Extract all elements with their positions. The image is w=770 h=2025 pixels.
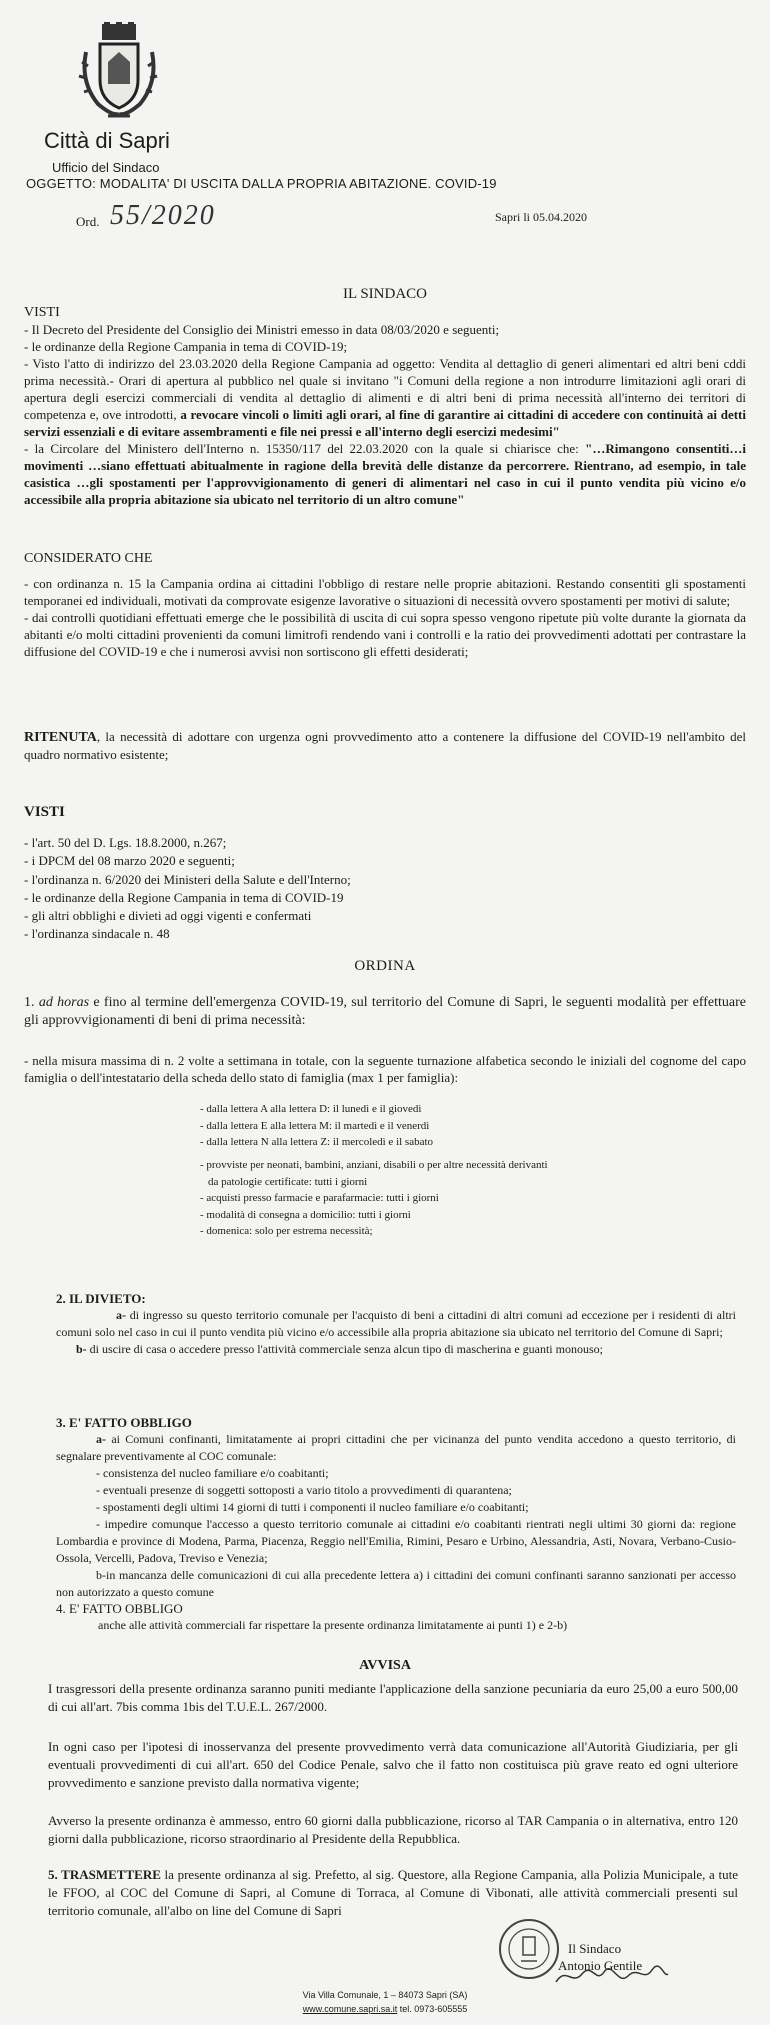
provision-item: - provviste per neonati, bambini, anziani, disabili o per altre necessità derivanti: [200, 1159, 548, 1171]
obbligo-item: - consistenza del nucleo familiare e/o coabitanti;: [96, 1466, 329, 1480]
schedule-list: [200, 1101, 433, 1151]
visti2-item: - l'art. 50 del D. Lgs. 18.8.2000, n.267;: [24, 835, 227, 850]
footer-phone: tel. 0973-605555: [399, 2004, 468, 2014]
footer-website-link[interactable]: www.comune.sapri.sa.it: [302, 2004, 398, 2014]
handwritten-signature: [552, 1960, 672, 1990]
provision-item: da patologie certificate: tutti i giorni: [208, 1175, 368, 1188]
signature-role: Il Sindaco: [568, 1941, 622, 1956]
schedule-item: - dalla lettera E alla lettera M: il martedì e il venerdì: [200, 1119, 430, 1132]
visti-item: - la Circolare del Ministero dell'Interno n. 15350/117 del 22.03.2020 con la quale si chiarisce che: "…Rimangono consentiti…i movimenti …siano effettuati abitualmente in ragione della brevità delle distanze da percorrere. Rientrano, ad esempio, in tale casistica …gli spostamenti per l'approvvigionamento di generi di alimentari nel caso in cui il punto vendita più vicino e/o accessibile alla propria abitazione sia ubicato nel territorio di un altro comune": [24, 441, 747, 507]
obbligo4-text: anche alle attività commerciali far rispettare la presente ordinanza limitatamente ai punti 1) e 2-b): [98, 1618, 568, 1632]
obbligo-label: 3. E' FATTO OBBLIGO: [56, 1415, 192, 1430]
divieto-b: b- di uscire di casa o accedere presso l'attività commerciale senza alcun tipo di mascherina e guanti monouso;: [76, 1342, 603, 1356]
section-title-ordina: ORDINA: [354, 958, 416, 974]
signature-name: Antonio Gentile: [558, 1958, 643, 1973]
divieto-a: a- di ingresso su questo territorio comunale per l'acquisto di beni a cittadini di altri comuni ad eccezione per i residenti di altri comuni solo nel caso in cui il punto vendita più vicino e/o accessibile alla propria abitazione sia ubicato nel territorio del Comune di Sapri;: [56, 1308, 737, 1339]
visti-item: - Visto l'atto di indirizzo del 23.03.2020 della Regione Campania ad oggetto: Vendita al dettaglio di generi alimentari ed altri beni cddi prima necessità.- Orari di apertura al pubblico nel quale si invitano "i Comuni della regione a non introdurre limitazioni agli orari di apertura degli esercizi commerciali di vendita al dettaglio di alimenti e di altri beni di prima necessità all'interno dei territori di competenza e, ove introdotti, a revocare vincoli o limiti agli orari, al fine di garantire ai cittadini di accedere con continuità ai detti servizi essenziali e di evitare assembramenti e file nei pressi e all'interno degli esercizi medesimi": [24, 356, 746, 439]
visti2-item: - le ordinanze della Regione Campania in tema di COVID-19: [24, 889, 344, 905]
considerato-section: [24, 550, 746, 660]
provision-item: - acquisti presso farmacie e parafarmacie: tutti i giorni: [200, 1192, 439, 1204]
visti2-item: - i DPCM del 08 marzo 2020 e seguenti;: [24, 853, 235, 869]
office-name: Ufficio del Sindaco: [52, 160, 160, 175]
obbligo-a: a- ai Comuni confinanti, limitatamente ai propri cittadini che per vicinanza del punto vendita accedono a questo territorio, di segnalare preventivamente al COC comunale:: [56, 1432, 736, 1463]
obbligo4-section: [56, 1600, 736, 1634]
ordinance-label: Ord.: [76, 214, 100, 229]
considerato-label: CONSIDERATO CHE: [24, 551, 153, 566]
section-title-sindaco: IL SINDACO: [342, 286, 428, 302]
visti2-label: VISTI: [24, 804, 65, 820]
visti-item: - Il Decreto del Presidente del Consiglio dei Ministri emesso in data 08/03/2020 e seguenti;: [24, 322, 500, 337]
section-title-avvisa: AVVISA: [359, 1658, 411, 1673]
trasmettere-label: 5. TRASMETTERE: [48, 1867, 161, 1882]
trasmettere-section: [48, 1866, 738, 1920]
provision-item: - domenica: solo per estrema necessità;: [200, 1225, 373, 1237]
provision-item: - modalità di consegna a domicilio: tutti i giorni: [200, 1208, 411, 1221]
avvisa-paragraph: Avverso la presente ordinanza è ammesso, entro 60 giorni dalla pubblicazione, ricorso al TAR Campania o in alternativa, entro 120 giorni dalla pubblicazione, ricorso straordinario al Presidente della Repubblica.: [48, 1813, 738, 1846]
visti2-item: - l'ordinanza n. 6/2020 dei Ministeri della Salute e dell'Interno;: [24, 871, 351, 887]
provisions-list: [200, 1157, 660, 1240]
divieto-label: 2. IL DIVIETO:: [56, 1291, 146, 1306]
footer-contact: [0, 2002, 770, 2016]
ritenuta-text: , la necessità di adottare con urgenza ogni provvedimento atto a contenere la diffusione del COVID-19 nell'ambito del quadro normativo esistente;: [24, 729, 746, 762]
visti2-list: [24, 834, 351, 944]
footer-address: Via Villa Comunale, 1 – 84073 Sapri (SA): [302, 1990, 468, 2000]
avvisa-paragraph: In ogni caso per l'ipotesi di inosservanza del presente provvedimento verrà data comunicazione all'Autorità Giudiziaria, per gli eventuali provvedimenti di cui all'art. 650 del Codice Penale, salvo che il fatto non costituisca più grave reato ed ogni ulteriore provvedimento e sanzione previsto dalla normativa vigente;: [48, 1739, 738, 1790]
considerato-item: - con ordinanza n. 15 la Campania ordina ai cittadini l'obbligo di restare nelle proprie abitazioni. Restando consentiti gli spostamenti temporanei ed individuali, motivati da comprovate esigenze lavorative o situazioni di necessità ovvero spostamenti per motivi di salute;: [24, 576, 746, 608]
visti2-item: - l'ordinanza sindacale n. 48: [24, 926, 170, 942]
obbligo-b: b-in mancanza delle comunicazioni di cui alla precedente lettera a) i cittadini dei comuni confinanti saranno sanzionati per accesso non autorizzato a questo comune: [56, 1568, 736, 1599]
obbligo4-label: 4. E' FATTO OBBLIGO: [56, 1601, 183, 1616]
schedule-item: - dalla lettera A alla lettera D: il lunedì e il giovedì: [200, 1103, 422, 1115]
visti-section: [24, 304, 746, 508]
avvisa-paragraph: I trasgressori della presente ordinanza saranno puniti mediante l'applicazione della sanzione pecuniaria da euro 25,00 a euro 500,00 di cui all'art. 7bis comma 1bis del T.U.E.L. 267/2000.: [48, 1681, 738, 1714]
schedule-item: - dalla lettera N alla lettera Z: il mercoledì e il sabato: [200, 1136, 434, 1148]
obbligo-item: - eventuali presenze di soggetti sottoposti a vario titolo a provvedimenti di quarantena;: [96, 1483, 512, 1497]
city-name: Città di Sapri: [44, 128, 170, 153]
document-date: Sapri li 05.04.2020: [495, 210, 587, 224]
obbligo-section: [56, 1414, 736, 1601]
visti-item: - le ordinanze della Regione Campania in tema di COVID-19;: [24, 339, 348, 354]
city-crest-logo: [78, 22, 160, 122]
visti-label: VISTI: [24, 305, 60, 320]
considerato-item: - dai controlli quotidiani effettuati emerge che le possibilità di uscita di cui sopra spesso vengono ripetute più volte durante la giornata da abitanti e/o molti cittadini provenienti da comuni limitrofi rendendo vani i controlli e la ratio dei provvedimenti adottati per contrastare la diffusione del COVID-19 e che i numerosi avvisi non sortiscono gli effetti desiderati;: [24, 610, 746, 659]
footer: [0, 1988, 770, 2016]
visti2-item: - gli altri obblighi e divieti ad oggi vigenti e confermati: [24, 908, 312, 924]
obbligo-item: - spostamenti degli ultimi 14 giorni di tutti i componenti il nucleo familiare e/o coabitanti;: [96, 1500, 529, 1514]
ordina-point-1: 1. ad horas e fino al termine dell'emergenza COVID-19, sul territorio del Comune di Sapri, le seguenti modalità per effettuare gli approvvigionamenti di beni di prima necessità:: [24, 995, 747, 1028]
trasmettere-text: la presente ordinanza al sig. Prefetto, al sig. Questore, alla Regione Campania, alla Polizia Municipale, a tute le FFOO, al COC del Comune di Sapri, al Comune di Torraca, al Comune di Vibonati, alle attività commerciali presenti sul territorio comunale, all'albo on line del Comune di Sapri: [48, 1867, 738, 1918]
ordinance-number: 55/2020: [110, 200, 216, 231]
document-subject: OGGETTO: MODALITA' DI USCITA DALLA PROPRIA ABITAZIONE. COVID-19: [26, 176, 497, 191]
ritenuta-label: RITENUTA: [24, 730, 97, 745]
obbligo-item: - impedire comunque l'accesso a questo territorio comunale ai cittadini e/o coabitanti rientrati negli ultimi 30 giorni da: regione Lombardia e province di Modena, Parma, Piacenza, Reggio nell'Emilia, Rimini, Pesaro e Urbino, Alessandria, Asti, Novara, Verbano-Cusio-Ossola, Vercelli, Padova, Treviso e Venezia;: [56, 1517, 736, 1565]
ritenuta-section: [24, 728, 746, 763]
ordina-frequency: - nella misura massima di n. 2 volte a settimana in totale, con la seguente turnazione alfabetica secondo le iniziali del cognome del capo famiglia o dell'intestatario della scheda dello stato di famiglia (max 1 per famiglia):: [24, 1053, 746, 1085]
divieto-section: [56, 1290, 736, 1358]
